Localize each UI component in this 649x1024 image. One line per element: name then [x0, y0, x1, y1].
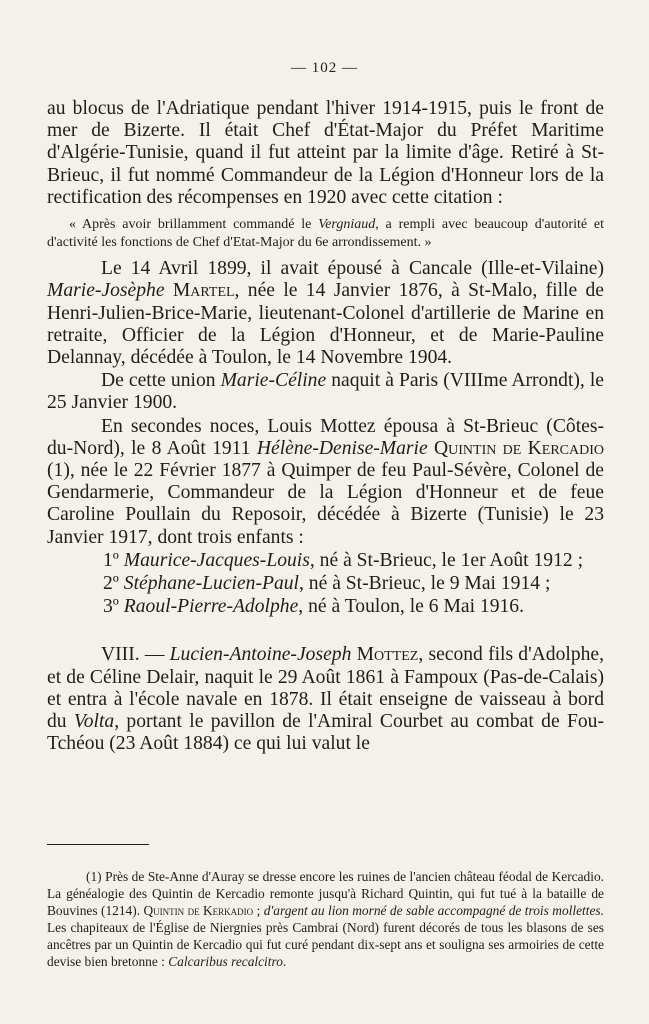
coat-of-arms: d'argent au lion morné de sable accompagné de trois mollettes.	[263, 903, 604, 919]
child-item: 1º Maurice-Jacques-Louis, né à St-Brieuc, le 1er Août 1912 ;	[103, 549, 584, 571]
paragraph-second-marriage: En secondes noces, Louis Mottez épousa à St-Brieuc (Côtes-du-Nord), le 8 Août 1911 Hélène-Denise-Marie Quintin de Kercadio (1), née le 22 Février 1877 à Quimper de feu Paul-Sévère, Colonel de Gendarmerie, Commandeur de la Légion d'Honneur et de feue Caroline Poullain du Reposoir, décédée à Bizerte (Tunisie) le 23 Janvier 1917, dont trois enfants :	[47, 415, 605, 548]
spouse-surname: Quintin de Kercadio	[434, 437, 605, 459]
citation-quote: « Après avoir brillamment commandé le Vergniaud, a rempli avec beaucoup d'autorité et d'activité les fonctions de Chef d'Etat-Major du 6e arrondissement. »	[47, 217, 604, 250]
family-name: Quintin de Kerkadio	[143, 903, 254, 919]
footnote: (1) Près de Ste-Anne d'Auray se dresse encore les ruines de l'ancien château féodal de Kercadio. La généalogie des Quintin de Kercadio remonte jusqu'à Richard Quintin, qui fut tué à la bataille de Bouvines (1214). Quintin de Kerkadio ; d'argent au lion morné de sable accompagné de trois mollettes. Les chapiteaux de l'Église de Niergnies près Cambrai (Nord) furent décorés de tous les blasons de ses ancêtres par un Quintin de Kercadio qui fut curé pendant dix-sept ans et souligna ses armoiries de cette devise bien bretonne : Calcaribus recalcitro.	[47, 869, 604, 969]
section-viii-paragraph: VIII. — Lucien-Antoine-Joseph Mottez, second fils d'Adolphe, et de Céline Delair, naquit le 29 Août 1861 à Fampoux (Pas-de-Calais) et entra à l'école navale en 1878. Il était enseigne de vaisseau à bord du Volta, portant le pavillon de l'Amiral Courbet au combat de Fou-Tchéou (23 Août 1884) ce qui lui valut le	[47, 644, 605, 755]
paragraph-child: De cette union Marie-Céline naquit à Paris (VIIIme Arrondt), le 25 Janvier 1900.	[47, 370, 604, 414]
paragraph-continued: au blocus de l'Adriatique pendant l'hiver 1914-1915, puis le front de mer de Bizerte. Il était Chef d'État-Major du Préfet Maritime d'Algérie-Tunisie, quand il fut atteint par la limite d'âge. Retiré à St-Brieuc, il fut nommé Commandeur de la Légion d'Honneur lors de la rectification des récompenses en 1920 avec cette citation :	[47, 98, 604, 208]
footnote-rule	[47, 844, 149, 845]
child-name: Marie-Céline	[220, 370, 327, 392]
ship-name: Volta	[73, 711, 115, 733]
ship-name: Vergniaud	[318, 217, 376, 233]
motto: Calcaribus recalcitro	[168, 953, 283, 969]
child-item: 3º Raoul-Pierre-Adolphe, né à Toulon, le 6 Mai 1916.	[103, 596, 525, 618]
child-item: 2º Stéphane-Lucien-Paul, né à St-Brieuc, le 9 Mai 1914 ;	[103, 573, 551, 595]
spouse-name: Hélène-Denise-Marie	[256, 437, 428, 459]
spouse-name: Marie-Josèphe	[47, 280, 165, 302]
person-surname: Mottez	[356, 644, 419, 666]
page-number: — 102 —	[291, 60, 358, 76]
person-name: Lucien-Antoine-Joseph	[169, 644, 352, 666]
paragraph-first-marriage: Le 14 Avril 1899, il avait épousé à Cancale (Ille-et-Vilaine) Marie-Josèphe Martel, née le 14 Janvier 1876, à St-Malo, fille de Henri-Julien-Brice-Marie, lieutenant-Colonel d'artillerie de Marine en retraite, Officier de la Légion d'Honneur, et de Marie-Pauline Delannay, décédée à Toulon, le 14 Novembre 1904.	[47, 258, 604, 369]
main-text	[47, 98, 604, 755]
spouse-surname: Martel	[172, 280, 235, 302]
